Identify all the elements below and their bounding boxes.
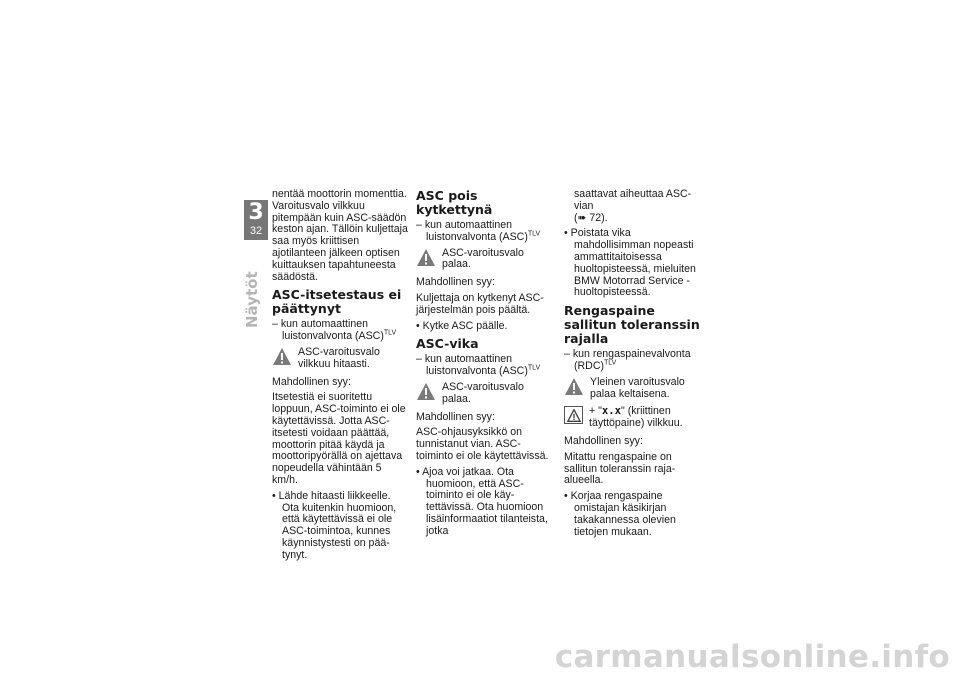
warning-row (564, 406, 700, 430)
cause-label: Mahdollinen syy: (272, 375, 351, 388)
watermark: carmanualsonline.info (554, 639, 950, 675)
column-1 (272, 189, 408, 565)
condition-line: – kun automaattinen luistonvalvonta (ASC)$^{TLV}$ (416, 353, 541, 378)
warning-row (272, 347, 408, 371)
page-number: 32 (249, 225, 263, 237)
cause-text: Mitattu rengaspaine on sallitun toleranssin raja-alueella. (564, 450, 676, 487)
action-bullet: • Kytke ASC päälle. (416, 319, 508, 332)
action-bullet: • Lähde hitaasti liikkeelle. Ota kuitenkin huomioon, että käytettävissä ei ole ASC-toimintoa, kunnes käynnistystesti on päätynyt. (272, 489, 397, 561)
warning-triangle-icon (416, 382, 436, 401)
warning-triangle-icon (564, 377, 584, 396)
heading-asc-off: ASC pois kytkettynä (416, 188, 493, 217)
warning-text: + "x.x" (kriittinen täyttöpaine) vilkkuu. (589, 405, 683, 430)
chapter-number: 3 (248, 200, 264, 225)
warning-triangle-boxed-icon (564, 406, 583, 424)
action-bullet: • Poistata vika mahdollisimman nopeasti ammattitaitoisessa huoltopisteessä, mieluiten BMW Motorrad Service -huoltopisteessä. (564, 227, 696, 299)
condition-line: – kun rengaspainevalvonta (RDC)$^{TLV}$ (564, 348, 691, 372)
cause-label: Mahdollinen syy: (416, 410, 495, 423)
warning-text: ASC-varoitusvalo vilkkuu hitaasti. (298, 345, 380, 370)
warning-row (416, 382, 552, 406)
cause-text: ASC-ohjausyksikkö on tunnistanut vian. ASC-toiminto ei ole käytettävissä. (416, 426, 549, 462)
heading-tire-pressure: Rengaspaine sallitun toleranssin rajalla (564, 303, 700, 347)
condition-line: – kun automaattinen luistonvalvonta (ASC)$^{TLV}$ (416, 219, 541, 243)
cause-label: Mahdollinen syy: (416, 276, 495, 289)
chapter-tab (244, 200, 268, 240)
intro-paragraph: nentää moottorin momenttia. Varoitusvalo vilkkuu pitempään kuin ASC-säädön keston ajan. Tällöin kuljettaja saa myös kriittisen ajotilanteen jälkeen optisen kuittauksen tapahtuneesta säädöstä. (272, 188, 408, 283)
heading-asc-selftest: ASC-itsetestaus ei päättynyt (272, 287, 402, 317)
action-bullet: • Korjaa rengaspaine omistajan käsikirjan takakannessa olevien tietojen mukaan. (564, 490, 676, 538)
cause-text: Kuljettaja on kytkenyt ASC-järjestelmän pois päältä. (416, 291, 544, 316)
section-label: Näytöt (243, 271, 261, 328)
warning-triangle-icon (272, 347, 292, 366)
heading-asc-fault: ASC-vika (416, 336, 479, 352)
column-2 (416, 189, 552, 541)
warning-text: ASC-varoitusvalo palaa. (442, 380, 524, 405)
cause-label: Mahdollinen syy: (564, 434, 643, 447)
cause-text: Itsetestiä ei suoritettu loppuun, ASC-toiminto ei ole käytettävissä. Jotta ASC-itsetesti voidaan päättää, moottorin pitää käydä ja moottoripyörällä on ajettava nopeudella vähintään 5 km/h. (272, 391, 406, 486)
column-3 (564, 189, 700, 541)
display-code: x.x (601, 405, 622, 418)
warning-text: ASC-varoitusvalo palaa. (442, 246, 524, 271)
condition-line: – kun automaattinen luistonvalvonta (ASC)$^{TLV}$ (272, 318, 397, 343)
continued-text: saattavat aiheuttaa ASC-vian (574, 188, 692, 212)
action-bullet: • Ajoa voi jatkaa. Ota huomioon, että ASC-toiminto ei ole käytettävissä. Ota huomioon lisäinformaatiot tilanteista, jotka (416, 465, 548, 537)
warning-text: Yleinen varoitusvalo palaa keltaisena. (590, 375, 685, 400)
warning-row (416, 248, 552, 272)
warning-triangle-icon (416, 248, 436, 267)
warning-row (564, 377, 700, 401)
page-reference[interactable]: (➠ 72). (574, 211, 608, 224)
